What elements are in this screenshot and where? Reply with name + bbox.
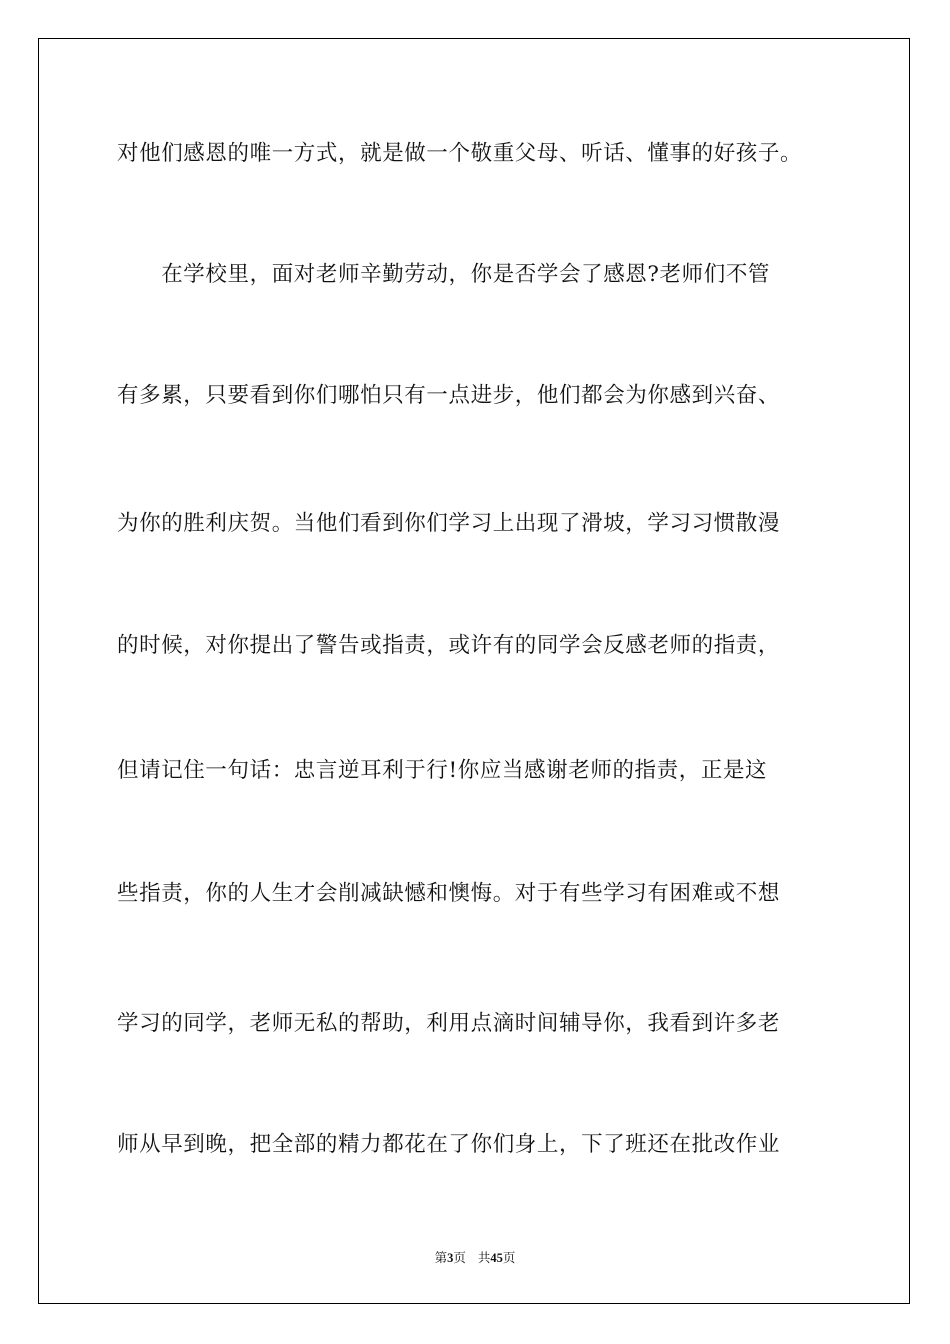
text-line: 但请记住一句话：忠言逆耳利于行!你应当感谢老师的指责，正是这 — [117, 758, 768, 783]
page-footer — [0, 1248, 950, 1266]
text-line: 学习的同学，老师无私的帮助，利用点滴时间辅导你，我看到许多老 — [117, 1011, 781, 1036]
text-line: 的时候，对你提出了警告或指责，或许有的同学会反感老师的指责， — [117, 633, 781, 658]
text-line: 对他们感恩的唯一方式，就是做一个敬重父母、听话、懂事的好孩子。 — [117, 141, 803, 166]
text-line: 在学校里，面对老师辛勤劳动，你是否学会了感恩?老师们不管 — [117, 262, 771, 287]
footer-total-pages: 45 — [490, 1251, 503, 1265]
footer-total-suffix: 页 — [502, 1250, 516, 1265]
page-border — [38, 38, 910, 1304]
footer-page-suffix: 页 — [453, 1250, 466, 1265]
text-line: 有多累，只要看到你们哪怕只有一点进步，他们都会为你感到兴奋、 — [117, 383, 781, 408]
footer-page-number: 3 — [447, 1251, 454, 1265]
footer-page-prefix: 第 — [434, 1250, 448, 1265]
text-line: 些指责，你的人生才会削减缺憾和懊悔。对于有些学习有困难或不想 — [117, 881, 781, 906]
text-line: 为你的胜利庆贺。当他们看到你们学习上出现了滑坡，学习习惯散漫 — [117, 511, 781, 536]
footer-total-prefix: 共 — [477, 1250, 491, 1265]
text-line: 师从早到晚，把全部的精力都花在了你们身上，下了班还在批改作业 — [117, 1132, 781, 1157]
